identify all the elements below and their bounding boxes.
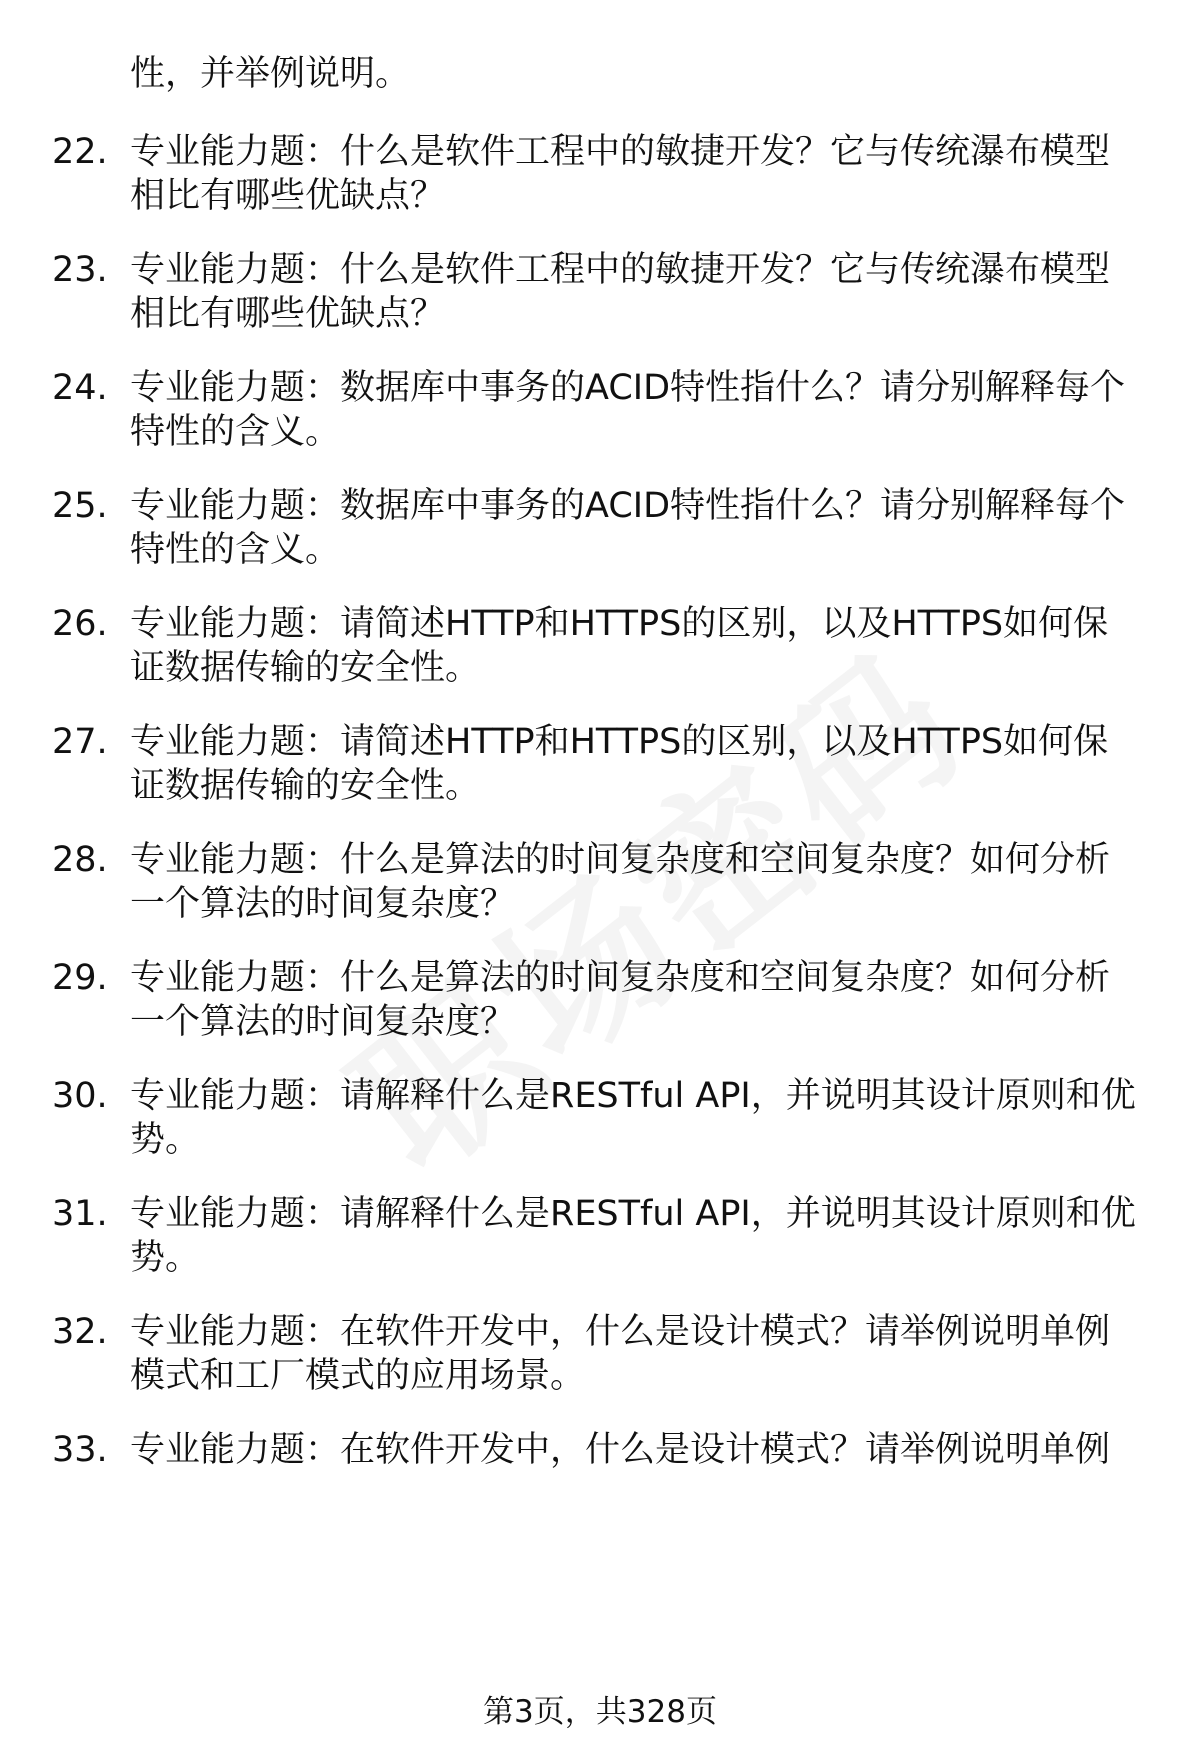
- question-line: 相比有哪些优缺点？: [130, 294, 446, 334]
- question-line: 相比有哪些优缺点？: [130, 176, 446, 216]
- question-line: 势。: [130, 1120, 201, 1160]
- question-number: 26.: [52, 604, 108, 644]
- question-line: 专业能力题：数据库中事务的ACID特性指什么？请分别解释每个: [130, 368, 1126, 408]
- continuation-line: 性，并举例说明。: [130, 54, 411, 94]
- question-number: 32.: [52, 1312, 108, 1352]
- question-number: 33.: [52, 1430, 108, 1470]
- page-footer: 第3页，共328页: [483, 1694, 717, 1730]
- question-line: 专业能力题：什么是软件工程中的敏捷开发？它与传统瀑布模型: [130, 132, 1111, 172]
- question-number: 27.: [52, 722, 108, 762]
- question-number: 22.: [52, 132, 108, 172]
- question-line: 专业能力题：请简述HTTP和HTTPS的区别，以及HTTPS如何保: [130, 604, 1109, 644]
- question-line: 专业能力题：请解释什么是RESTful API，并说明其设计原则和优: [130, 1076, 1136, 1116]
- question-number: 24.: [52, 368, 108, 408]
- question-number: 29.: [52, 958, 108, 998]
- question-line: 专业能力题：在软件开发中，什么是设计模式？请举例说明单例: [130, 1430, 1111, 1470]
- question-line: 特性的含义。: [130, 412, 341, 452]
- question-line: 专业能力题：什么是软件工程中的敏捷开发？它与传统瀑布模型: [130, 250, 1111, 290]
- question-line: 势。: [130, 1238, 201, 1278]
- question-line: 专业能力题：在软件开发中，什么是设计模式？请举例说明单例: [130, 1312, 1111, 1352]
- question-line: 模式和工厂模式的应用场景。: [130, 1356, 586, 1396]
- question-line: 特性的含义。: [130, 530, 341, 570]
- question-line: 专业能力题：请简述HTTP和HTTPS的区别，以及HTTPS如何保: [130, 722, 1109, 762]
- question-number: 31.: [52, 1194, 108, 1234]
- question-line: 证数据传输的安全性。: [130, 648, 481, 688]
- question-line: 一个算法的时间复杂度？: [130, 884, 516, 924]
- question-line: 专业能力题：什么是算法的时间复杂度和空间复杂度？如何分析: [130, 958, 1111, 998]
- question-number: 28.: [52, 840, 108, 880]
- question-line: 专业能力题：数据库中事务的ACID特性指什么？请分别解释每个: [130, 486, 1126, 526]
- question-line: 专业能力题：什么是算法的时间复杂度和空间复杂度？如何分析: [130, 840, 1111, 880]
- question-number: 25.: [52, 486, 108, 526]
- question-line: 专业能力题：请解释什么是RESTful API，并说明其设计原则和优: [130, 1194, 1136, 1234]
- question-line: 一个算法的时间复杂度？: [130, 1002, 516, 1042]
- question-number: 23.: [52, 250, 108, 290]
- question-number: 30.: [52, 1076, 108, 1116]
- question-line: 证数据传输的安全性。: [130, 766, 481, 806]
